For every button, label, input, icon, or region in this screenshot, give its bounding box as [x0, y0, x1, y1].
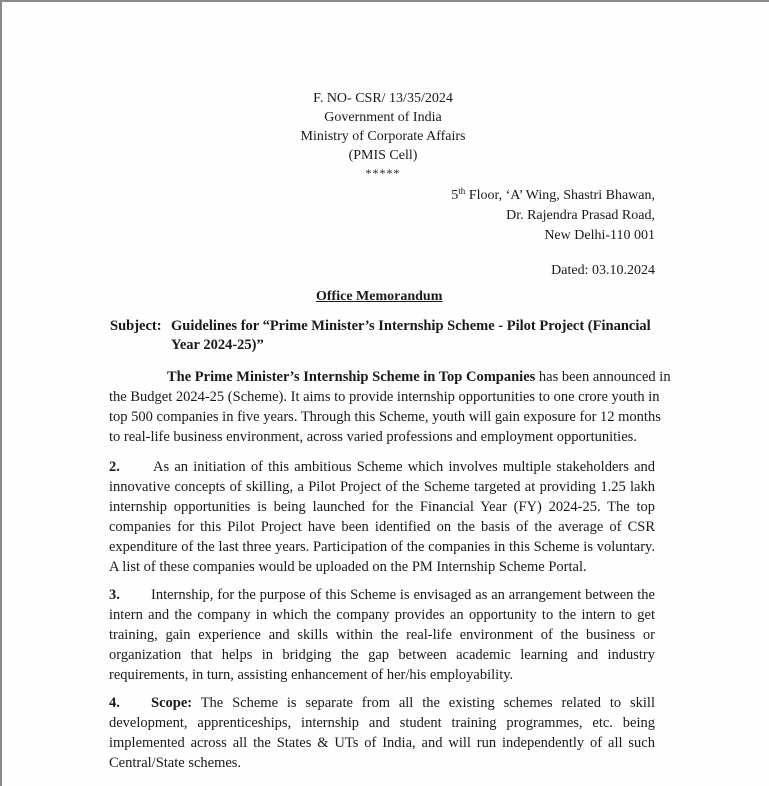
- subject-line-1: Guidelines for “Prime Minister’s Internship Scheme - Pilot Project (Financial: [171, 318, 651, 334]
- para3-line-2: intern and the company in which the company provides an opportunity to the intern to get: [109, 607, 655, 623]
- header-separator-stars: *****: [365, 166, 401, 180]
- para3-line-5: requirements, in turn, assisting enhancement of her/his employability.: [109, 667, 514, 683]
- subject-line-2: Year 2024-25)”: [171, 337, 264, 353]
- para4-line-1: 4. Scope: The Scheme is separate from all the existing schemes related to skill: [109, 695, 655, 711]
- para3-line-1: 3. Internship, for the purpose of this Scheme is envisaged as an arrangement between the: [109, 587, 655, 603]
- para1-line-3: top 500 companies in five years. Through this Scheme, youth will gain exposure for 12 months: [109, 409, 661, 425]
- subject-label: Subject:: [110, 318, 162, 334]
- para2-line-3: internship opportunities is being launched for the Financial Year (FY) 2024-25. The top: [109, 499, 655, 515]
- address-city: New Delhi-110 001: [544, 228, 655, 243]
- para4-number: 4.: [109, 695, 120, 711]
- para3-number: 3.: [109, 587, 120, 603]
- government-line: Government of India: [324, 110, 442, 125]
- para2-line-4: companies for this Pilot Project have been identified on the basis of the average of CSR: [109, 519, 655, 535]
- para1-line-2: the Budget 2024-25 (Scheme). It aims to provide internship opportunities to one crore youth in: [109, 389, 660, 405]
- para2-line-2: innovative concepts of skilling, a Pilot Project of the Scheme targeted at providing 1.25 lakh: [109, 479, 655, 495]
- para2-line-6: A list of these companies would be uploaded on the PM Internship Scheme Portal.: [109, 559, 587, 575]
- para4-line-2: development, apprenticeships, internship and student training programmes, etc. being: [109, 715, 655, 731]
- para4-line-3: implemented across all the States & UTs of India, and will run independently of all such: [109, 735, 655, 751]
- cell-line: (PMIS Cell): [348, 148, 418, 163]
- para3-line-4: organization that helps in bridging the gap between academic learning and industry: [109, 647, 655, 663]
- para2-number: 2.: [109, 459, 120, 475]
- para1-line-1: The Prime Minister’s Internship Scheme in Top Companies has been announced in: [167, 369, 671, 385]
- para1-line-4: to real-life business environment, across varied professions and employment opportunities.: [109, 429, 637, 445]
- para3-line-3: training, gain experience and skills within the real-life environment of the business or: [109, 627, 655, 643]
- ministry-line: Ministry of Corporate Affairs: [300, 129, 466, 144]
- para2-line-5: expenditure of the last three years. Participation of the companies in this Scheme is voluntary.: [109, 539, 655, 555]
- para2-line-1: 2. As an initiation of this ambitious Scheme which involves multiple stakeholders and: [109, 459, 655, 475]
- para4-line-4: Central/State schemes.: [109, 755, 242, 771]
- document-date: Dated: 03.10.2024: [551, 263, 655, 278]
- paragraph-1: [109, 367, 671, 447]
- file-number: F. NO- CSR/ 13/35/2024: [313, 91, 453, 106]
- scheme-name: The Prime Minister’s Internship Scheme in Top Companies: [167, 369, 536, 385]
- memo-title: Office Memorandum: [316, 289, 443, 304]
- paragraph-2: [109, 457, 655, 577]
- paragraph-4: [109, 693, 655, 773]
- scope-label: Scope:: [151, 695, 193, 711]
- address-floor: 5th Floor, ‘A’ Wing, Shastri Bhawan,: [451, 186, 655, 203]
- paragraph-3: [109, 585, 655, 685]
- address-road: Dr. Rajendra Prasad Road,: [506, 208, 655, 223]
